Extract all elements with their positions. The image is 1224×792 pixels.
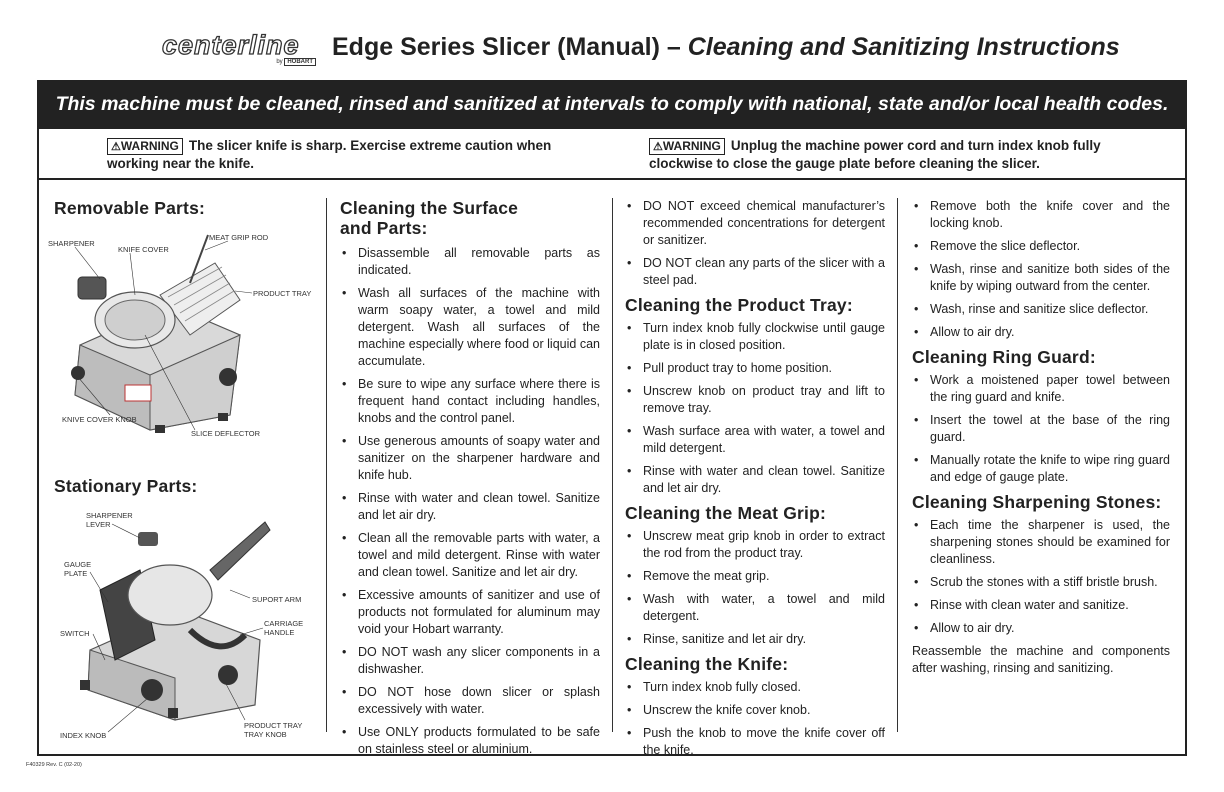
label-suport-arm: SUPORT ARM <box>252 595 302 604</box>
list-item: • Unscrew meat grip knob in order to extract the rod from the product tray. <box>625 528 885 562</box>
removable-parts-figure <box>40 225 320 445</box>
list-item: • Wash, rinse and sanitize both sides of the knife by wiping outward from the center. <box>912 261 1170 295</box>
list-item: • Remove both the knife cover and the locking knob. <box>912 198 1170 232</box>
document-number: F40329 Rev. C (02-20) <box>26 762 82 768</box>
surface-heading-line2: and Parts: <box>340 218 428 238</box>
logo-wordmark: centerline <box>162 30 300 60</box>
product-tray-heading: Cleaning the Product Tray: <box>625 295 853 315</box>
centerline-logo <box>162 30 322 70</box>
product-tray-list <box>625 320 885 497</box>
list-item: • DO NOT clean any parts of the slicer with a steel pad. <box>625 255 885 289</box>
label-knive-cover-knob: KNIVE COVER KNOB <box>62 415 137 424</box>
label-sharpener: SHARPENER <box>48 239 95 248</box>
ring-guard-list <box>912 372 1170 486</box>
list-item: • Be sure to wipe any surface where there is frequent hand contact including handles, knobs and the control panel. <box>340 376 600 427</box>
list-item: • Use generous amounts of soapy water and sanitizer on the sharpener hardware and knife hub. <box>340 433 600 484</box>
warning-unplug: ⚠WARNING Unplug the machine power cord and turn index knob fully clockwise to close the gauge plate before cleaning the slicer. <box>649 138 1101 171</box>
hobart-mark: HOBART <box>284 58 316 66</box>
reassemble-note: Reassemble the machine and components after washing, rinsing and sanitizing. <box>912 644 1170 675</box>
list-item: • Disassemble all removable parts as indicated. <box>340 245 600 279</box>
parts-column <box>54 198 319 218</box>
meat-grip-heading: Cleaning the Meat Grip: <box>625 503 827 523</box>
knife-continued-column <box>912 198 1170 677</box>
list-item: • Rinse with clean water and sanitize. <box>912 597 1170 614</box>
list-item: • Unscrew the knife cover knob. <box>625 702 885 719</box>
label-index-knob: INDEX KNOB <box>60 731 107 740</box>
list-item: • Rinse, sanitize and let air dry. <box>625 631 885 648</box>
list-item: • Push the knob to move the knife cover off the knife. <box>625 725 885 759</box>
label-product-tray: PRODUCT TRAY <box>253 289 312 298</box>
surface-column <box>340 198 600 764</box>
list-item: • Wash with water, a towel and mild detergent. <box>625 591 885 625</box>
list-item: • Rinse with water and clean towel. Sanitize and let air dry. <box>625 463 885 497</box>
list-item: • Unscrew knob on product tray and lift to remove tray. <box>625 383 885 417</box>
page-title-italic: Cleaning and Sanitizing Instructions <box>687 33 1120 61</box>
caution-list <box>625 198 885 289</box>
list-item: • Insert the towel at the base of the ring guard. <box>912 412 1170 446</box>
warning-badge: ⚠WARNING <box>649 138 725 155</box>
warning-badge: ⚠WARNING <box>107 138 183 155</box>
knife-continued-list <box>912 198 1170 341</box>
column-divider <box>326 198 327 732</box>
list-item: • Turn index knob fully clockwise until gauge plate is in closed position. <box>625 320 885 354</box>
column-divider <box>612 198 613 732</box>
logo-byline: by HOBART <box>276 59 316 65</box>
label-product-tray-knob: PRODUCT TRAY TRAY KNOB <box>244 721 303 739</box>
tray-column <box>625 198 885 765</box>
list-item: • Pull product tray to home position. <box>625 360 885 377</box>
list-item: • Remove the slice deflector. <box>912 238 1170 255</box>
surface-list <box>340 245 600 758</box>
stationary-parts-heading: Stationary Parts: <box>54 476 198 496</box>
list-item: • Allow to air dry. <box>912 324 1170 341</box>
list-item: • Each time the sharpener is used, the sharpening stones should be examined for cleanliness. <box>912 517 1170 568</box>
sharpening-stones-heading: Cleaning Sharpening Stones: <box>912 492 1162 512</box>
label-switch: SWITCH <box>60 629 90 638</box>
list-item: • Rinse with water and clean towel. Sanitize and let air dry. <box>340 490 600 524</box>
removable-parts-heading: Removable Parts: <box>54 198 206 218</box>
label-knife-cover: KNIFE COVER <box>118 245 169 254</box>
page-title: Edge Series Slicer (Manual) – Cleaning and Sanitizing Instructions <box>332 33 1120 61</box>
sharpening-stones-list <box>912 517 1170 637</box>
label-carriage-handle: CARRIAGE HANDLE <box>264 619 304 637</box>
warning-knife: ⚠WARNING The slicer knife is sharp. Exercise extreme caution when working near the knife. <box>107 138 552 171</box>
label-sharpener-lever: SHARPENER LEVER <box>86 511 133 529</box>
label-meat-grip-rod: MEAT GRIP ROD <box>209 233 269 242</box>
health-code-banner: This machine must be cleaned, rinsed and sanitized at intervals to comply with national, state and/or local health codes. <box>37 80 1187 129</box>
knife-list <box>625 679 885 759</box>
list-item: • Clean all the removable parts with water, a towel and mild detergent. Rinse with water and clean towel. Sanitize and let air dry. <box>340 530 600 581</box>
surface-heading-line1: Cleaning the Surface <box>340 198 519 218</box>
list-item: • DO NOT exceed chemical manufacturer’s recommended concentrations for detergent or sanitizer. <box>625 198 885 249</box>
label-gauge-plate: GAUGE PLATE <box>64 560 92 578</box>
list-item: • Allow to air dry. <box>912 620 1170 637</box>
column-divider <box>897 198 898 732</box>
list-item: • Scrub the stones with a stiff bristle brush. <box>912 574 1170 591</box>
meat-grip-list <box>625 528 885 648</box>
ring-guard-heading: Cleaning Ring Guard: <box>912 347 1096 367</box>
list-item: • Excessive amounts of sanitizer and use of products not formulated for aluminum may void your Hobart warranty. <box>340 587 600 638</box>
list-item: • DO NOT wash any slicer components in a dishwasher. <box>340 644 600 678</box>
list-item: • Wash, rinse and sanitize slice deflector. <box>912 301 1170 318</box>
warning-triangle-icon: ⚠ <box>111 141 121 153</box>
list-item: • Manually rotate the knife to wipe ring guard and edge of gauge plate. <box>912 452 1170 486</box>
list-item: • DO NOT hose down slicer or splash excessively with water. <box>340 684 600 718</box>
knife-heading: Cleaning the Knife: <box>625 654 789 674</box>
list-item: • Remove the meat grip. <box>625 568 885 585</box>
label-slice-deflector: SLICE DEFLECTOR <box>191 429 261 438</box>
warning-row <box>37 129 1187 180</box>
list-item: • Wash surface area with water, a towel and mild detergent. <box>625 423 885 457</box>
list-item: • Use ONLY products formulated to be safe on stainless steel or aluminium. <box>340 724 600 758</box>
list-item: • Turn index knob fully closed. <box>625 679 885 696</box>
warning-triangle-icon: ⚠ <box>653 141 663 153</box>
list-item: • Work a moistened paper towel between the ring guard and knife. <box>912 372 1170 406</box>
list-item: • Wash all surfaces of the machine with warm soapy water, a towel and mild detergent. Wash all surfaces of the machine especially where food or liquid can accumulate. <box>340 285 600 370</box>
